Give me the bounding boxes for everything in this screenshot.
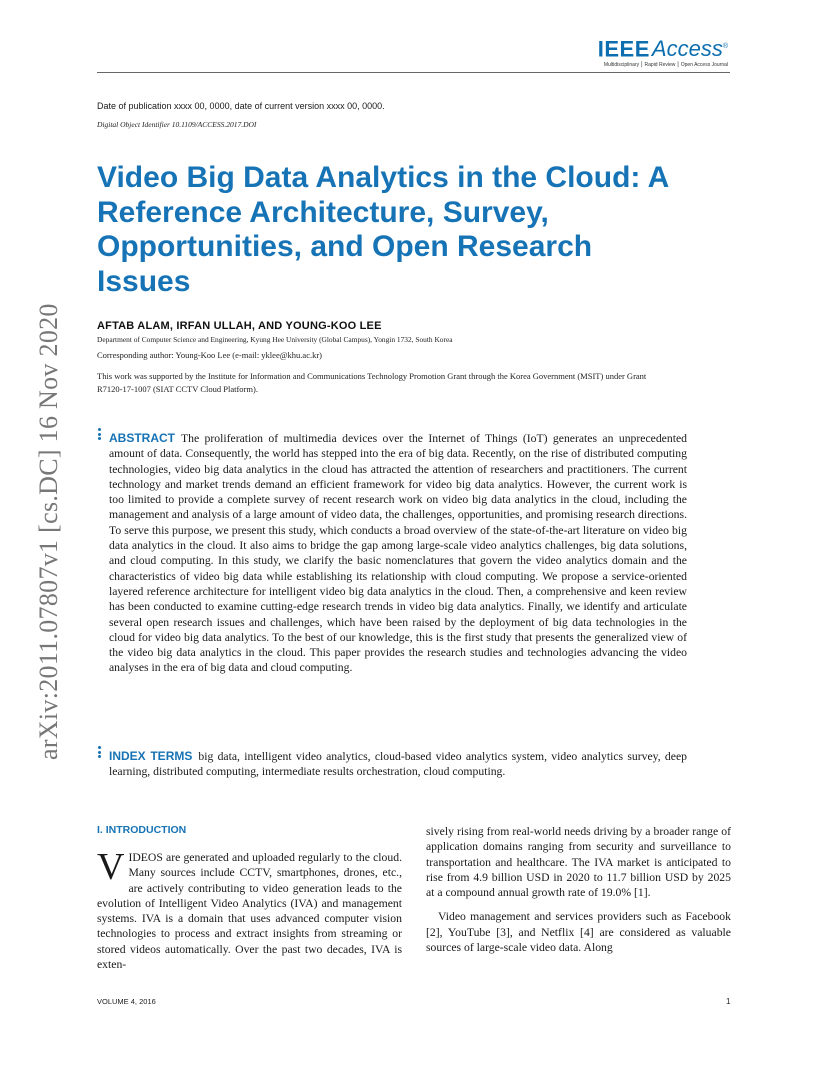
logo-ieee: IEEE xyxy=(597,36,650,62)
footer-volume: VOLUME 4, 2016 xyxy=(97,997,156,1006)
drop-cap: V xyxy=(97,846,125,888)
corresponding-author: Corresponding author: Young-Koo Lee (e-mail: yklee@khu.ac.kr) xyxy=(97,350,322,360)
index-terms-marker-icon xyxy=(98,746,101,760)
intro-right-column xyxy=(426,824,731,955)
abstract-marker-icon xyxy=(98,428,101,442)
publication-date: Date of publication xxxx 00, 0000, date of current version xxxx 00, 0000. xyxy=(97,101,385,111)
logo-mark: ® xyxy=(722,43,728,50)
journal-logo xyxy=(598,36,728,68)
page-number: 1 xyxy=(726,997,731,1006)
intro-paragraph: Video management and services providers such as Facebook [2], YouTube [3], and Netflix [4] are considered as valuable sources of large-scale video data. Along xyxy=(426,910,731,955)
section-heading: I. INTRODUCTION xyxy=(97,824,187,836)
abstract xyxy=(109,431,687,676)
journal-tagline: Multidisciplinary ⎮ Rapid Review ⎮ Open Access Journal xyxy=(603,62,728,69)
index-terms-text: big data, intelligent video analytics, cloud-based video analytics system, video analytics survey, deep learning, distributed computing, intermediate results orchestration, cloud computing. xyxy=(109,750,687,779)
title-line: Reference Architecture, Survey, xyxy=(97,195,549,229)
intro-left-column xyxy=(97,846,402,972)
title-line: Video Big Data Analytics in the Cloud: A xyxy=(97,161,670,194)
funding-note: This work was supported by the Institute for Information and Communications Technology Promotion Grant through the Korea Government (MSIT) under Grant R7120-17-1007 (SIAT CCTV Cloud Platform). xyxy=(97,371,647,394)
paper-title xyxy=(97,161,717,299)
intro-paragraph: IDEOS are generated and uploaded regularly to the cloud. Many sources include CCTV, smartphones, drones, etc., are actively contributing to video generation leads to the evolution of Intelligent Video Analytics (IVA) and management systems. IVA is a domain that uses advanced computer vision technologies to process and extract insights from streaming or stored videos automatically. Over the past two decades, IVA is exten- xyxy=(97,851,402,972)
intro-paragraph: sively rising from real-world needs driving by a broader range of application domains ranging from security and surveillance to transportation and healthcare. The IVA market is anticipated to rise from 4.9 billion USD in 2020 to 11.7 billion USD by 2025 at a compound annual growth rate of 19.0% [1]. xyxy=(426,825,731,900)
index-terms xyxy=(109,749,687,780)
title-line: Issues xyxy=(97,264,191,298)
title-line: Opportunities, and Open Research xyxy=(97,230,593,263)
abstract-text: The proliferation of multimedia devices over the Internet of Things (IoT) generates an unprecedented amount of data. Consequently, the world has stepped into the era of big data. Recently, on the rise of distributed computing technologies, video big data analytics in the cloud has attracted the attention of researchers and practitioners. The current technology and market trends demand an efficient framework for video big data analytics. However, the current work is too limited to provide a complete survey of recent research work on video big data analytics in the cloud, including the management and analysis of a large amount of video data, the challenges, opportunities, and promising research directions. To serve this purpose, we present this study, which conducts a broad overview of the state-of-the-art literature on video big data analytics in the cloud. It also aims to bridge the gap among large-scale video analytics challenges, big data solutions, and cloud computing. In this study, we clarify the basic nomenclatures that govern the video analytics domain and the characteristics of video big data while establishing its relationship with cloud computing. We propose a service-oriented layered reference architecture for intelligent video big data analytics in the cloud. Then, a comprehensive and keen review has been conducted to examine cutting-edge research trends in video big data analytics. Finally, we identify and articulate several open research issues and challenges, which have been raised by the deployment of big data technologies in the cloud for video big data analytics. To the best of our knowledge, this is the first study that presents the generalized view of the video big data analytics in the cloud. This paper provides the research studies and technologies advancing the video analyses in the era of big data and cloud computing. xyxy=(109,432,687,675)
logo-access: Access xyxy=(651,36,723,62)
author-list: AFTAB ALAM, IRFAN ULLAH, AND YOUNG-KOO LEE xyxy=(97,320,382,332)
doi: Digital Object Identifier 10.1109/ACCESS.2017.DOI xyxy=(97,120,257,129)
abstract-label: ABSTRACT xyxy=(109,431,175,445)
affiliation: Department of Computer Science and Engineering, Kyung Hee University (Global Campus), Yongin 1732, South Korea xyxy=(97,335,453,344)
header-rule xyxy=(97,72,730,73)
index-terms-label: INDEX TERMS xyxy=(109,749,193,763)
arxiv-stamp: arXiv:2011.07807v1 [cs.DC] 16 Nov 2020 xyxy=(34,303,63,760)
